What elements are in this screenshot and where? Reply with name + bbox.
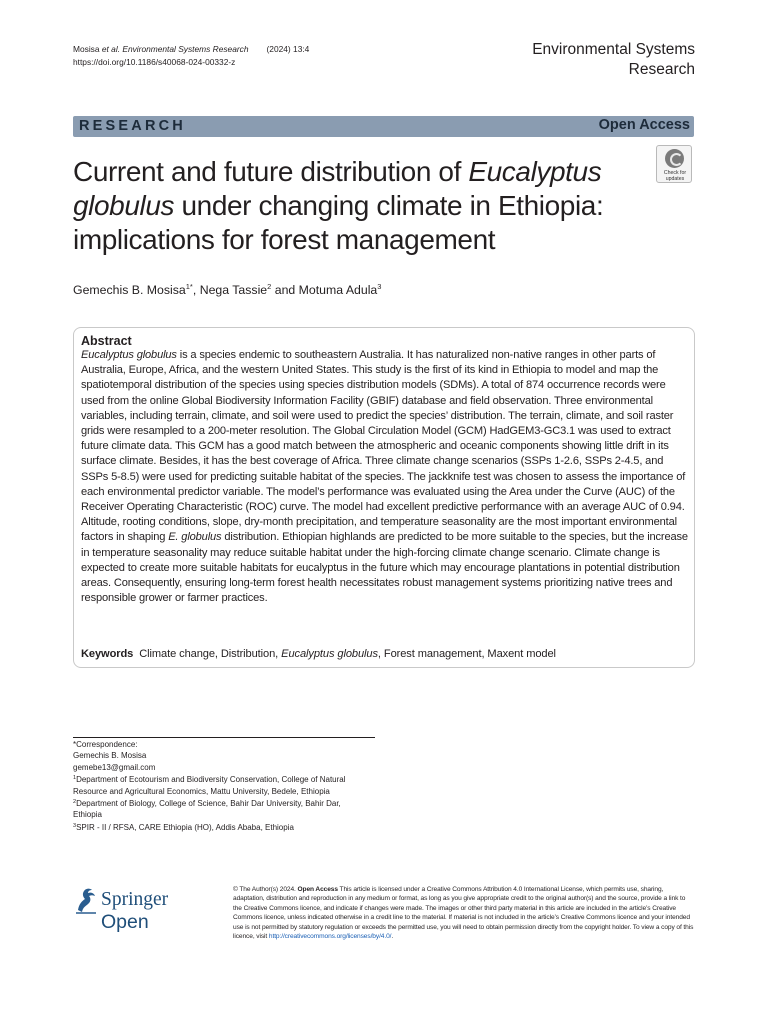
affiliation-1-number: 1 <box>73 775 77 782</box>
abstract-text-part2: distribution. Ethiopian highlands are predicted to be more suitable to the species, but the increase in temperature seasonality may reduce suitable habitat under the high-forcing climate change scenario. Climate change is expected to create more suitable habitats for eucalyptus in the future which may encourage plantations in potential distribution areas. Consequently, ensuring long-term forest health necessitates robust management systems prioritizing native trees and responsible grower or farmer practices. <box>81 531 688 605</box>
crossmark-label <box>657 170 693 182</box>
section-banner <box>73 116 694 137</box>
affiliation-2-number: 2 <box>73 799 77 806</box>
running-header <box>73 43 309 69</box>
affiliation-1-text: Department of Ecotourism and Biodiversity Conservation, College of Natural Resource and Agricultural Economics, Mattu University, Bedele, Ethiopia <box>73 775 346 796</box>
abstract-heading: Abstract <box>81 334 132 348</box>
keywords-before: Climate change, Distribution, <box>139 648 282 660</box>
springer-horse-icon <box>74 886 98 914</box>
journal-name-line2: Research <box>628 61 695 78</box>
correspondence-label: *Correspondence: <box>73 740 138 749</box>
citation-line <box>73 43 309 56</box>
affiliation-2-text: Department of Biology, College of Science, Bahir Dar University, Bahir Dar, Ethiopia <box>73 799 341 820</box>
crossmark-label-line1: Check for <box>663 170 687 176</box>
author-2-affiliation: 2 <box>267 282 272 291</box>
keywords <box>81 648 556 660</box>
springer-wordmark <box>101 889 219 934</box>
correspondence-footnotes <box>73 739 363 833</box>
crossmark-disc <box>665 149 684 168</box>
header-year-volume: (2024) 13:4 <box>266 44 310 54</box>
author-3-affiliation: 3 <box>377 282 382 291</box>
affiliation-3 <box>73 821 363 833</box>
journal-name-line1: Environmental Systems <box>532 41 695 58</box>
keywords-after: , Forest management, Maxent model <box>377 648 556 660</box>
title-part2: under changing climate in Ethiopia: implications for forest management <box>73 190 604 255</box>
affiliation-2 <box>73 797 363 821</box>
crossmark-label-line2: updates <box>665 176 685 182</box>
check-for-updates-icon[interactable] <box>656 145 692 183</box>
springer-open-word: Open <box>101 911 149 933</box>
author-1[interactable]: Gemechis B. Mosisa <box>73 283 186 297</box>
license-statement <box>233 885 695 941</box>
footnote-divider <box>73 737 375 738</box>
springer-open-logo <box>74 886 219 933</box>
author-list <box>73 282 381 297</box>
abstract-text-part1: is a species endemic to southeastern Australia. It has naturalized non-native ranges in other parts of Australia, Europe, Africa, and the western United States. This study is the first of its kind in Ethiopia to model and map the spatiotemporal distribution of the species using species distribution models (SDMs). A total of 874 occurrence records were used from the online Global Biodiversity Information Facility (GBIF) database and field observation. Three environmental variables, including terrain, climate, and soil were used to predict the species’ distribution. The terrain, climate, and soil raster grids were resampled to a 200-meter resolution. The Global Circulation Model (GCM) HadGEM3-GC3.1 was used to extract future climate data. This GCM has a good match between the atmospheric and oceanic components showing little drift in its surface climate. Besides, it has the best coverage of Africa. Three climate change scenarios (SSPs 1-2.6, SSPs 2-4.5, and SSPs 5-8.5) were used for predicting suitable habitat of the species. The jackknife test was chosen to assess the importance of each environmental predictor variable. The model’s performance was evaluated using the Area under the Curve (AUC) of the Receiver Operating Characteristic (ROC) curve. The model had excellent predictive performance with an average AUC of 0.94. Altitude, rooting conditions, slope, dry-month precipitation, and temperature seasonality are the most important environmental factors in shaping <box>81 349 686 544</box>
journal-name <box>532 40 695 80</box>
keywords-label: Keywords <box>81 648 134 660</box>
title-species: Eucalyptus globulus <box>73 156 602 221</box>
license-text: This article is licensed under a Creative Commons Attribution 4.0 International License, which permits use, sharing, adaptation, distribution and reproduction in any medium or format, as long as you give appropriate credit to the original author(s) and the source, provide a link to the Creative Commons licence, and indicate if changes were made. The images or other third party material in this article are included in the article’s Creative Commons licence, unless indicated otherwise in a credit line to the material. If material is not included in the article’s Creative Commons licence and your intended use is not permitted by statutory regulation or exceeds the permitted use, you will need to obtain permission directly from the copyright holder. To view a copy of this licence, visit <box>233 886 694 941</box>
header-authors: Mosisa <box>73 44 102 54</box>
license-open-access: Open Access <box>297 886 338 893</box>
author-1-affiliation: 1* <box>185 282 193 291</box>
license-end: . <box>391 933 394 941</box>
header-journal: Environmental Systems Research <box>122 44 249 54</box>
abstract-species-lead: Eucalyptus globulus <box>81 349 177 361</box>
springer-name: Springer <box>101 889 169 910</box>
correspondence-name: Gemechis B. Mosisa <box>73 751 147 761</box>
license-copyright: © The Author(s) 2024. <box>233 886 298 893</box>
doi-link[interactable]: https://doi.org/10.1186/s40068-024-00332-z <box>73 57 236 67</box>
keywords-species: Eucalyptus globulus <box>281 648 378 660</box>
title-part1: Current and future distribution of <box>73 156 469 187</box>
license-url-link[interactable]: http://creativecommons.org/licenses/by/4.0/ <box>268 933 392 941</box>
affiliation-3-text: SPIR - II / RFSA, CARE Ethiopia (HO), Addis Ababa, Ethiopia <box>76 822 294 832</box>
affiliation-1 <box>73 773 363 797</box>
affiliation-3-number: 3 <box>73 822 77 829</box>
author-3[interactable]: and Motuma Adula <box>271 283 378 297</box>
abstract-species-mid: E. globulus <box>168 531 222 544</box>
header-et-al: et al. <box>101 44 121 54</box>
article-type-label: RESEARCH <box>79 118 186 134</box>
open-access-label: Open Access <box>598 117 690 133</box>
article-title <box>73 155 653 257</box>
author-2[interactable]: , Nega Tassie <box>192 283 268 297</box>
correspondence-email[interactable]: gemebe13@gmail.com <box>73 762 156 772</box>
abstract-text <box>81 348 691 606</box>
